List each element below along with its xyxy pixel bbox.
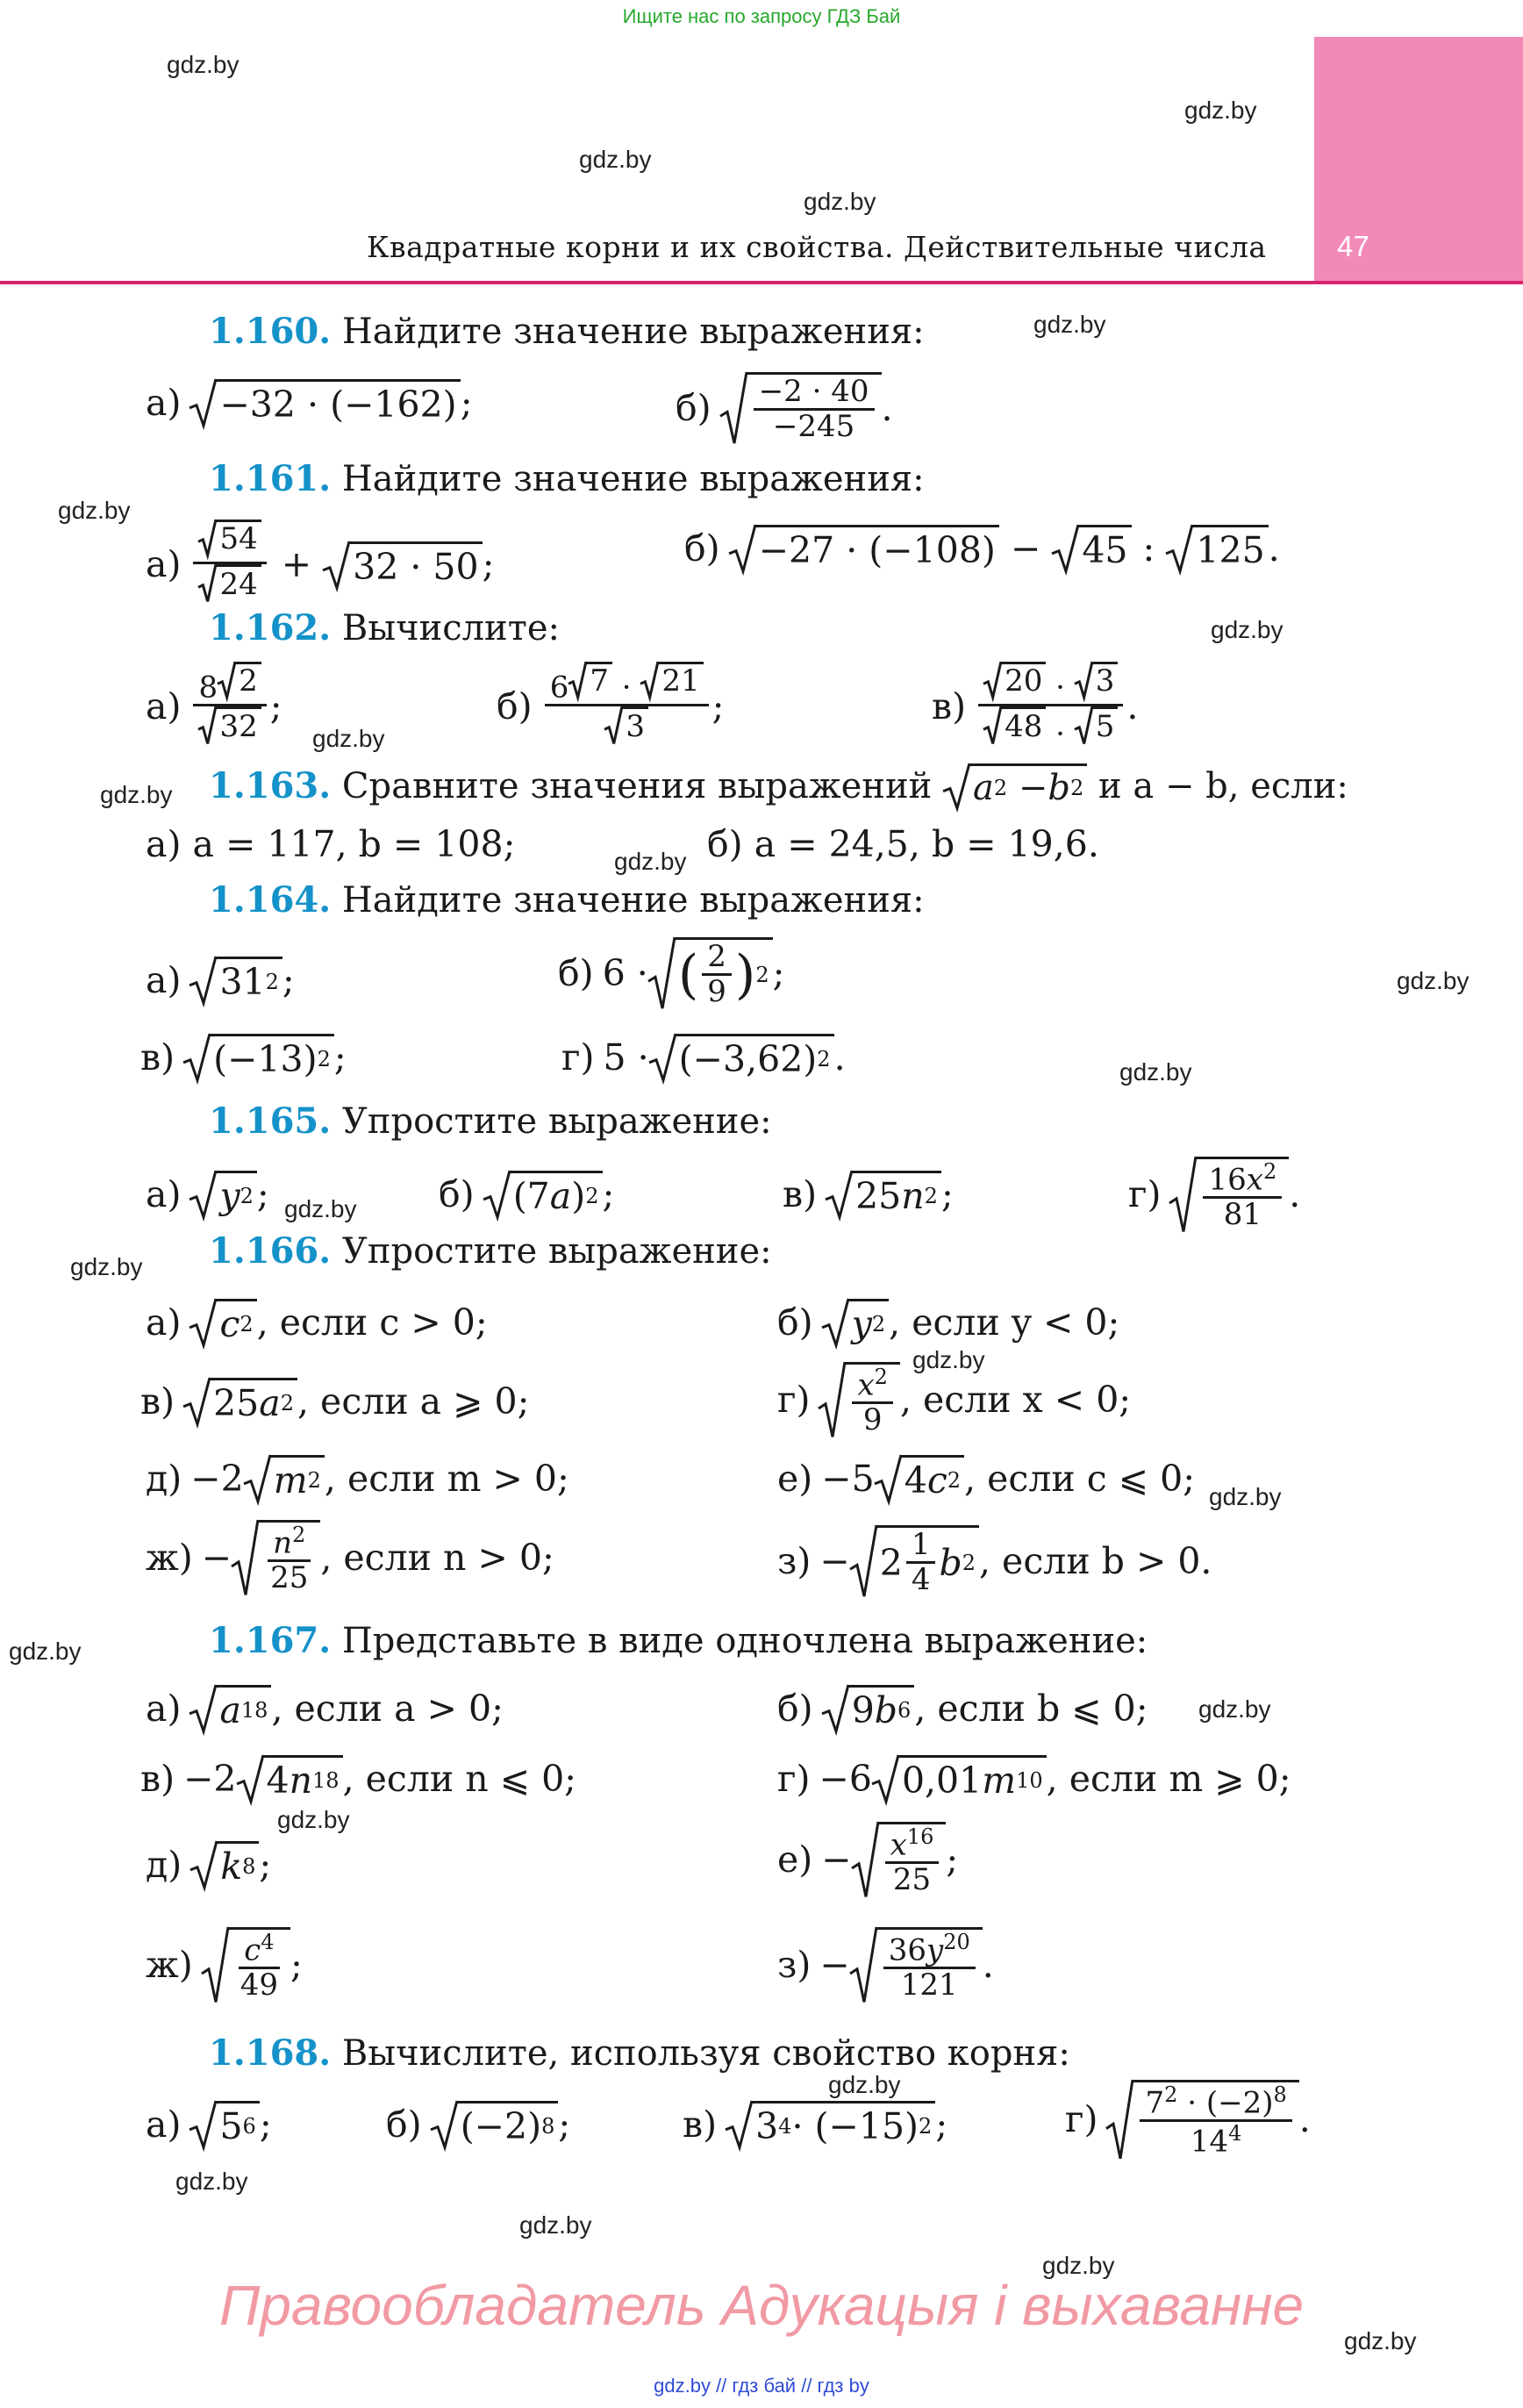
- watermark: gdz.by: [1119, 1058, 1192, 1086]
- task-1160-b: б) $\frac{-2 \cdot 40}{-245}$ .: [676, 374, 893, 444]
- exercise-number: 1.167.: [209, 1620, 332, 1661]
- item-label: е): [777, 1838, 813, 1881]
- item-label: а): [146, 543, 182, 586]
- watermark: gdz.by: [1042, 2252, 1115, 2279]
- task-1166-zh: ж) − $\frac{n^2}{25}$ , если n > 0;: [146, 1520, 554, 1595]
- watermark: gdz.by: [1198, 1695, 1271, 1723]
- item-label: б): [777, 1687, 813, 1730]
- item-label: а): [146, 958, 182, 1001]
- exercise-1164-heading: [209, 879, 925, 921]
- item-label: г): [1065, 2097, 1098, 2140]
- watermark: gdz.by: [277, 1806, 350, 1833]
- task-1165-g: г) $\frac{16x^2}{81}$ .: [1128, 1157, 1300, 1231]
- footer-links[interactable]: gdz.by // гдз бай // гдз by: [654, 2375, 869, 2397]
- item-label: г): [561, 1036, 595, 1079]
- watermark: gdz.by: [614, 848, 687, 875]
- exercise-1167-heading: [209, 1620, 1148, 1661]
- item-label: а): [146, 2103, 182, 2146]
- item-label: з): [777, 1943, 812, 1986]
- item-label: а): [146, 685, 182, 728]
- item-label: б): [439, 1172, 475, 1215]
- exercise-title: Найдите значение выражения:: [341, 312, 925, 352]
- task-1162-b: б) 6 7 · 21 3 ;: [497, 663, 725, 745]
- task-1167-b: б) 9 b 6 , если b ⩽ 0;: [777, 1685, 1148, 1731]
- item-label: б): [497, 685, 533, 728]
- item-label: а): [146, 1172, 182, 1215]
- item-label: ж): [146, 1536, 193, 1579]
- exercise-number: 1.165.: [209, 1100, 332, 1142]
- task-1166-a: а) c 2 , если c > 0;: [146, 1299, 488, 1345]
- task-1168-b: б) (−2) 8 ;: [386, 2101, 570, 2147]
- radical: $\frac{-2 \cdot 40}{-245}$: [720, 372, 882, 443]
- watermark: gdz.by: [519, 2211, 592, 2239]
- item-label: в): [932, 685, 967, 728]
- task-1167-a: а) a 18 , если a > 0;: [146, 1685, 504, 1731]
- exercise-1161-heading: [209, 458, 925, 499]
- item-label: а): [146, 381, 182, 424]
- item-label: в): [140, 1380, 175, 1423]
- task-1166-d: д) −2 m 2 , если m > 0;: [146, 1455, 569, 1501]
- task-1167-g: г) −6 0,01 m 10 , если m ⩾ 0;: [777, 1755, 1291, 1802]
- watermark: gdz.by: [284, 1195, 357, 1222]
- task-1163-b: б) a = 24,5, b = 19,6.: [707, 823, 1099, 865]
- item-label: г): [1128, 1172, 1162, 1215]
- exercise-number: 1.160.: [209, 311, 332, 352]
- exercise-1162-heading: [209, 607, 560, 649]
- item-label: б): [777, 1301, 813, 1344]
- item-label: б): [558, 951, 594, 994]
- item-label: б): [386, 2103, 422, 2146]
- item-label: б): [684, 527, 720, 570]
- task-1162-a: а) 8 2 32 ;: [146, 663, 282, 745]
- task-1162-v: в) 20 · 3 48 · 5 .: [932, 663, 1139, 752]
- exercise-number: 1.163.: [209, 765, 332, 806]
- watermark: gdz.by: [804, 188, 876, 215]
- exercise-1160-heading: [209, 311, 925, 352]
- watermark: gdz.by: [1397, 967, 1469, 994]
- watermark: gdz.by: [1033, 311, 1106, 338]
- exercise-title: Упростите выражение:: [341, 1231, 772, 1272]
- exercise-1168-heading: [209, 2032, 1070, 2074]
- exercise-title: Вычислите:: [341, 608, 560, 649]
- task-1163-a: а) a = 117, b = 108;: [146, 823, 516, 865]
- task-1164-v: в) (−13) 2 ;: [140, 1034, 347, 1080]
- task-1166-v: в) 25 a 2 , если a ⩾ 0;: [140, 1378, 529, 1424]
- task-1168-g: г) $\frac{7^2 \cdot (-2)^8}{14^4}$ .: [1065, 2080, 1311, 2159]
- task-1161-a: а) $\frac{54}{24}$ + 32 · 50 ;: [146, 521, 495, 603]
- watermark: gdz.by: [828, 2071, 901, 2098]
- watermark: gdz.by: [100, 781, 173, 808]
- task-1164-a: а) 31 2 ;: [146, 957, 295, 1003]
- exercise-number: 1.161.: [209, 458, 332, 499]
- watermark: gdz.by: [9, 1638, 82, 1665]
- task-1164-g: г) 5 · (−3,62) 2 .: [561, 1034, 846, 1080]
- task-1166-e: е) −5 4 c 2 , если c ⩽ 0;: [777, 1455, 1195, 1501]
- exercise-1165-heading: [209, 1100, 772, 1142]
- watermark: gdz.by: [58, 497, 131, 524]
- exercise-number: 1.166.: [209, 1230, 332, 1272]
- exercise-title: Сравните значения выражений: [341, 765, 933, 806]
- task-1164-b: б) 6 · ( $\frac{2}{9}$ ) 2 ;: [558, 939, 785, 1009]
- task-1165-v: в) 25 n 2 ;: [783, 1171, 954, 1217]
- header-divider: [0, 281, 1523, 284]
- item-label: в): [140, 1036, 175, 1079]
- chapter-title: Квадратные корни и их свойства. Действительные числа: [367, 230, 1267, 264]
- radical: −32 · (−162): [189, 379, 460, 426]
- watermark: gdz.by: [1184, 97, 1257, 124]
- task-1168-a: а) 5 6 ;: [146, 2101, 272, 2147]
- item-label: а): [146, 1301, 182, 1344]
- task-1166-z: з) − 2 $\frac{1}{4}$ b 2 , если b > 0.: [777, 1527, 1212, 1597]
- task-1167-d: д) k 8 ;: [146, 1841, 271, 1888]
- exercise-title: Упростите выражение:: [341, 1101, 772, 1142]
- exercise-number: 1.164.: [209, 879, 332, 921]
- exercise-number: 1.162.: [209, 607, 332, 649]
- watermark: gdz.by: [312, 725, 385, 752]
- copyright-watermark: Правообладатель Адукацыя і выхаванне: [218, 2274, 1305, 2337]
- top-banner-link[interactable]: Ищите нас по запросу ГДЗ Бай: [622, 5, 901, 27]
- item-label: в): [140, 1757, 175, 1800]
- item-label: а): [146, 1687, 182, 1730]
- task-1167-z: з) − $\frac{36y^{20}}{121}$ .: [777, 1927, 994, 2002]
- task-1165-a: а) y 2 ;: [146, 1171, 269, 1217]
- task-1167-e: е) − $\frac{x^{16}}{25}$ ;: [777, 1822, 958, 1896]
- watermark: gdz.by: [1209, 1483, 1282, 1510]
- task-1167-zh: ж) $\frac{c^4}{49}$ ;: [146, 1927, 303, 2002]
- watermark: gdz.by: [167, 51, 240, 78]
- item-label: г): [777, 1378, 811, 1421]
- exercise-title: Найдите значение выражения:: [341, 880, 925, 921]
- exercise-1166-heading: [209, 1230, 772, 1272]
- page-number: 47: [1337, 230, 1369, 262]
- item-label: д): [146, 1457, 182, 1500]
- exercise-title: Найдите значение выражения:: [341, 459, 925, 499]
- exercise-title: Представьте в виде одночлена выражение:: [341, 1621, 1148, 1661]
- exercise-title: Вычислите, используя свойство корня:: [341, 2033, 1070, 2074]
- item-label: з): [777, 1539, 812, 1582]
- exercise-title-tail: и a − b, если:: [1098, 765, 1348, 806]
- exercise-1163-heading: 1.163. Сравните значения выражений a 2 − b 2 и a − b, если:: [209, 765, 1348, 808]
- task-1166-b: б) y 2 , если y < 0;: [777, 1299, 1119, 1345]
- watermark: gdz.by: [579, 146, 652, 173]
- item-label: е): [777, 1457, 813, 1500]
- task-1168-v: в) 3 4 · (−15) 2 ;: [683, 2101, 947, 2147]
- watermark: gdz.by: [1344, 2327, 1417, 2354]
- task-1166-g: г) $\frac{x^2}{9}$ , если x < 0;: [777, 1362, 1131, 1437]
- item-label: б): [676, 386, 711, 429]
- task-1165-b: б) (7 a ) 2 ;: [439, 1171, 614, 1217]
- item-label: д): [146, 1843, 182, 1886]
- exercise-number: 1.168.: [209, 2032, 332, 2074]
- watermark: gdz.by: [70, 1253, 143, 1280]
- watermark: gdz.by: [912, 1346, 985, 1373]
- watermark: gdz.by: [175, 2168, 248, 2195]
- task-1160-a: а) −32 · (−162) ;: [146, 379, 473, 426]
- task-1161-b: б) −27 · (−108) − 45 : 125 .: [684, 525, 1280, 571]
- task-1167-v: в) −2 4 n 18 , если n ⩽ 0;: [140, 1755, 576, 1802]
- item-label: в): [683, 2103, 718, 2146]
- item-label: ж): [146, 1943, 193, 1986]
- item-label: в): [783, 1172, 818, 1215]
- item-label: г): [777, 1757, 811, 1800]
- watermark: gdz.by: [1211, 616, 1283, 643]
